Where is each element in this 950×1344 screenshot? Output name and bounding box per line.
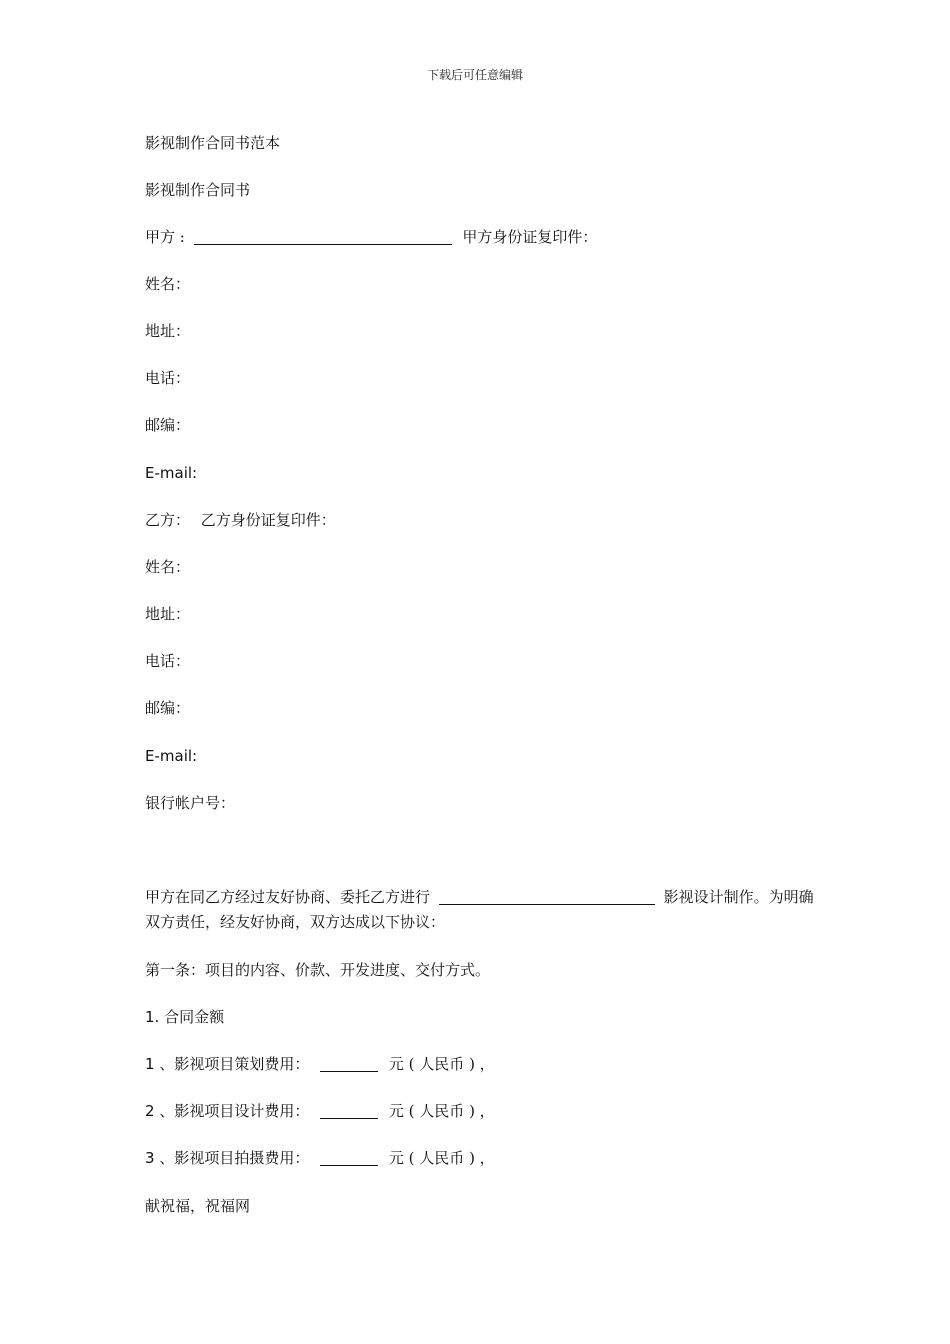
fee-amount-blank xyxy=(320,1102,378,1119)
party-a-postcode-label: 邮编： xyxy=(145,416,191,434)
fee-label: 、影视项目拍摄费用： xyxy=(159,1149,310,1167)
fee-line xyxy=(145,1148,495,1168)
intro-part-2: 影视设计制作。为明确双方责任，经友好协商，双方达成以下协议： xyxy=(145,888,814,931)
footer-note: 献祝福，祝福网 xyxy=(145,1197,251,1215)
party-a-blank xyxy=(194,228,452,245)
fee-label: 、影视项目设计费用： xyxy=(159,1102,310,1120)
fee-label: 、影视项目策划费用： xyxy=(159,1055,310,1073)
section-1-heading xyxy=(145,1007,224,1027)
party-b-line xyxy=(145,510,336,530)
party-a-name-label: 姓名： xyxy=(145,275,191,293)
intro-paragraph xyxy=(145,885,815,935)
party-a-email-label: E-mail: xyxy=(145,464,198,482)
party-b-email-label: E-mail: xyxy=(145,747,198,765)
section-1-number: 1. xyxy=(145,1008,160,1026)
fee-number: 3 xyxy=(145,1149,155,1167)
party-b-name-label: 姓名： xyxy=(145,558,191,576)
fee-unit: 元 ( 人民币 ) ， xyxy=(388,1102,495,1120)
party-a-address-label: 地址： xyxy=(145,322,191,340)
fee-number: 2 xyxy=(145,1102,155,1120)
party-b-id-copy-label: 乙方身份证复印件： xyxy=(200,511,336,529)
intro-blank xyxy=(439,888,655,905)
party-a-label: 甲方 : xyxy=(145,228,185,246)
party-a-id-copy-label: 甲方身份证复印件： xyxy=(462,228,598,246)
party-a-line xyxy=(145,227,597,247)
fee-number: 1 xyxy=(145,1055,155,1073)
fee-amount-blank xyxy=(320,1149,378,1166)
article-1-heading: 第一条：项目的内容、价款、开发进度、交付方式。 xyxy=(145,961,491,979)
fee-unit: 元 ( 人民币 ) ， xyxy=(388,1149,495,1167)
party-b-bank-label: 银行帐户号： xyxy=(145,794,236,812)
document-title: 影视制作合同书范本 xyxy=(145,134,281,152)
contract-heading: 影视制作合同书 xyxy=(145,181,251,199)
fee-line xyxy=(145,1054,495,1074)
party-b-phone-label: 电话： xyxy=(145,652,191,670)
page-header: 下载后可任意编辑 xyxy=(426,68,523,82)
fee-line xyxy=(145,1101,495,1121)
fee-amount-blank xyxy=(320,1055,378,1072)
party-b-postcode-label: 邮编： xyxy=(145,699,191,717)
party-b-label: 乙方： xyxy=(145,511,191,529)
fee-unit: 元 ( 人民币 ) ， xyxy=(388,1055,495,1073)
intro-part-1: 甲方在同乙方经过友好协商、委托乙方进行 xyxy=(145,888,431,906)
section-1-title: 合同金额 xyxy=(164,1008,225,1026)
party-a-phone-label: 电话： xyxy=(145,369,191,387)
party-b-address-label: 地址： xyxy=(145,605,191,623)
